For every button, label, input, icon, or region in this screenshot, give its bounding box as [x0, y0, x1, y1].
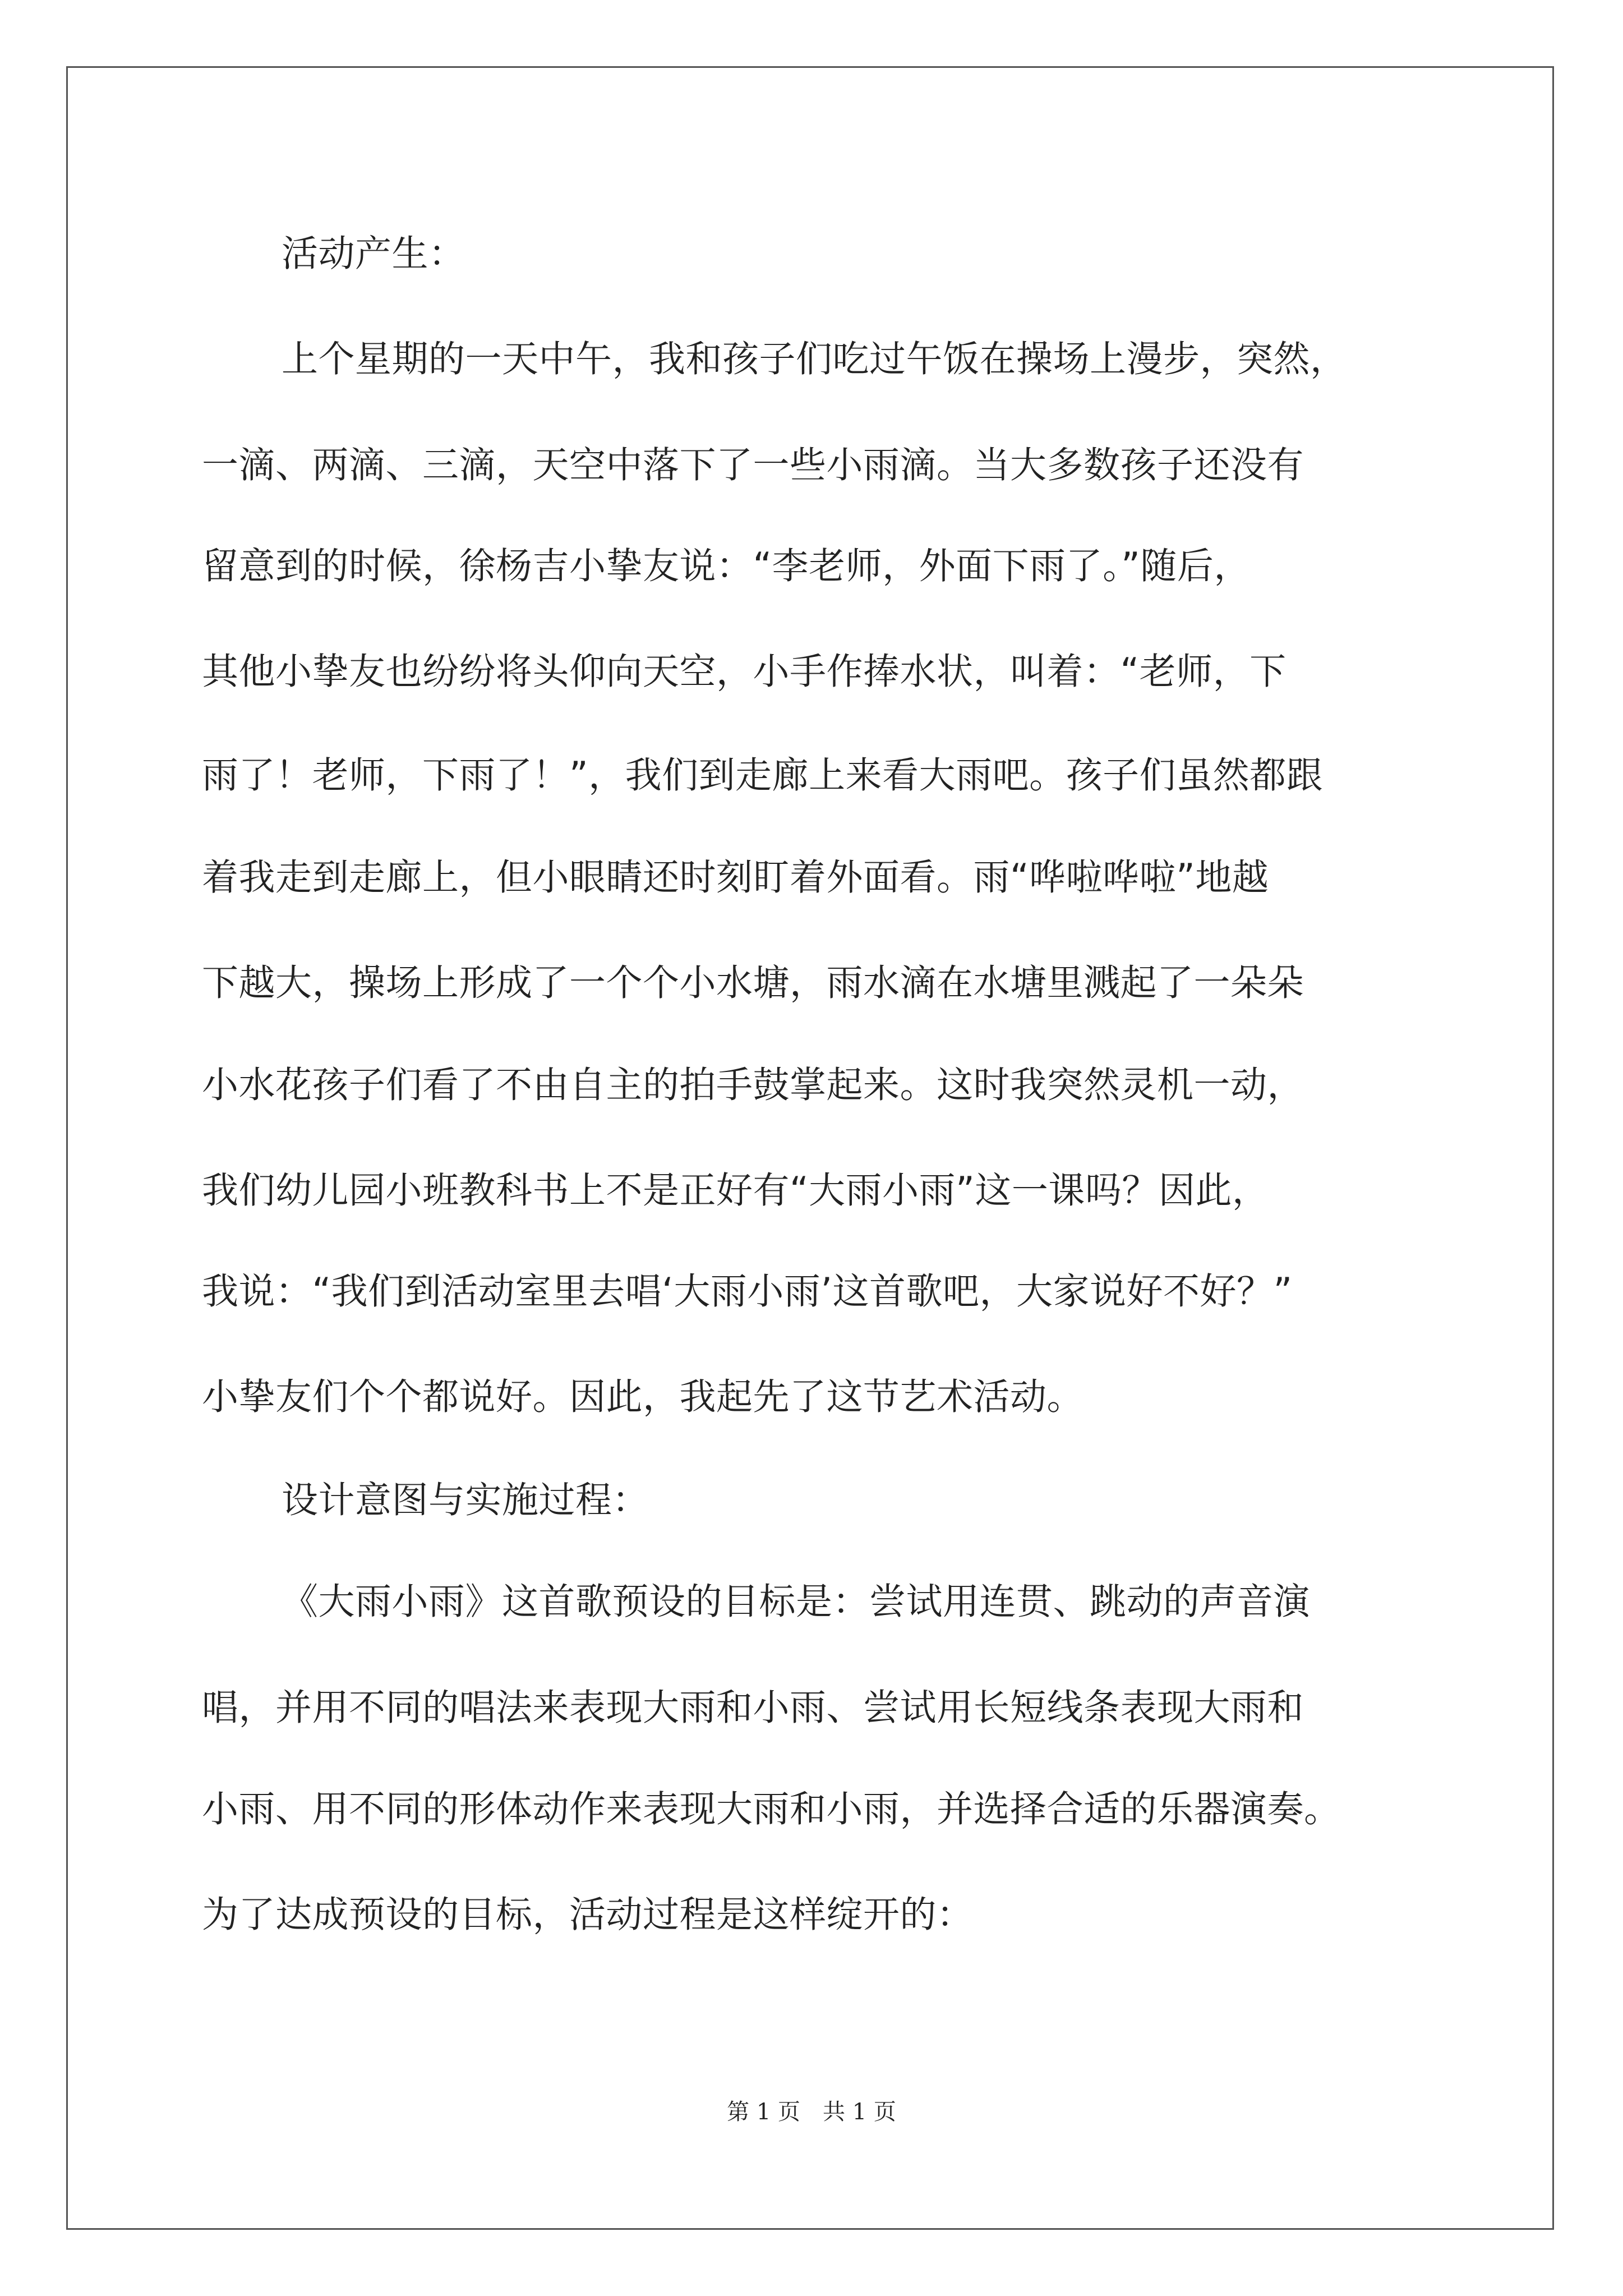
heading-activity-origin: 活动产生： — [282, 233, 465, 275]
paragraph-line: 小水花孩子们看了不由自主的拍手鼓掌起来。这时我突然灵机一动， — [202, 1064, 1304, 1106]
paragraph-line: 唱，并用不同的唱法来表现大雨和小雨、尝试用长短线条表现大雨和 — [202, 1687, 1304, 1729]
paragraph-line: 小雨、用不同的形体动作来表现大雨和小雨，并选择合适的乐器演奏。 — [202, 1788, 1341, 1830]
paragraph-line: 小挚友们个个都说好。因此，我起先了这节艺术活动。 — [202, 1376, 1084, 1418]
heading-design-intent: 设计意图与实施过程： — [282, 1479, 649, 1521]
paragraph-line: 留意到的时候，徐杨吉小挚友说：“李老师，外面下雨了。”随后， — [202, 545, 1251, 587]
paragraph-line: 我说：“我们到活动室里去唱‘大雨小雨’这首歌吧，大家说好不好？” — [202, 1271, 1293, 1313]
page-number-footer: 第 1 页 共 1 页 — [727, 2099, 896, 2125]
paragraph-line: 《大雨小雨》这首歌预设的目标是：尝试用连贯、跳动的声音演 — [282, 1581, 1311, 1623]
paragraph-line: 其他小挚友也纷纷将头仰向天空，小手作捧水状，叫着：“老师，下 — [202, 651, 1287, 693]
paragraph-line: 下越大，操场上形成了一个个小水塘，雨水滴在水塘里溅起了一朵朵 — [202, 962, 1304, 1004]
paragraph-line: 雨了！老师，下雨了！”，我们到走廊上来看大雨吧。孩子们虽然都跟 — [202, 754, 1324, 797]
paragraph-line: 上个星期的一天中午，我和孩子们吃过午饭在操场上漫步，突然， — [282, 338, 1347, 380]
paragraph-line: 我们幼儿园小班教科书上不是正好有“大雨小雨”这一课吗？因此， — [202, 1170, 1269, 1212]
paragraph-line: 着我走到走廊上，但小眼睛还时刻盯着外面看。雨“哗啦哗啦”地越 — [202, 857, 1269, 899]
paragraph-line: 一滴、两滴、三滴，天空中落下了一些小雨滴。当大多数孩子还没有 — [202, 444, 1304, 486]
paragraph-line: 为了达成预设的目标，活动过程是这样绽开的： — [202, 1894, 974, 1936]
